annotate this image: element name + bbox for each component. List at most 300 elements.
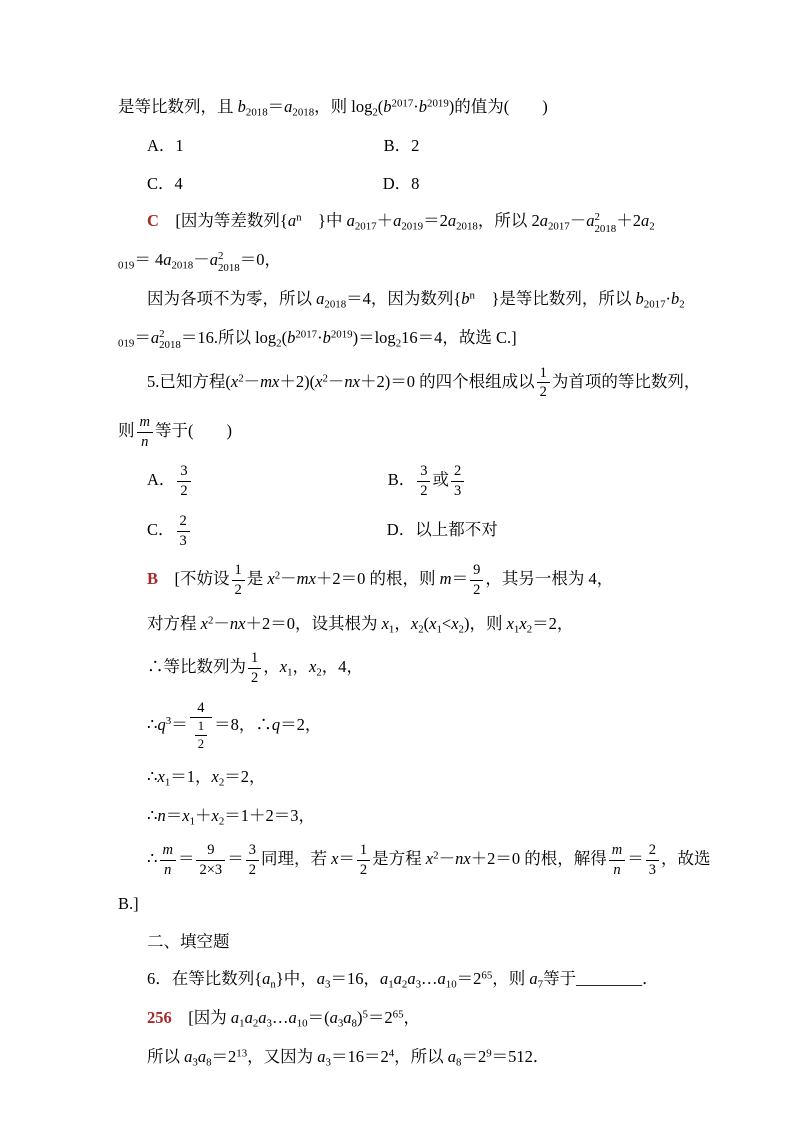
fraction-numerator <box>537 365 550 384</box>
math-variable: a <box>447 1046 456 1066</box>
subscript: 2 <box>401 978 408 991</box>
text-run: }中 <box>301 211 347 231</box>
fraction-denominator <box>137 433 153 451</box>
subscript: 8 <box>351 1017 357 1030</box>
math-variable: m <box>139 414 150 431</box>
q5-answer-line-4 <box>118 700 684 752</box>
subscript: 2017 <box>354 220 377 233</box>
fraction <box>232 562 245 598</box>
text-run: － <box>243 371 261 391</box>
math-variable: x <box>309 657 317 677</box>
text-run: D．8 <box>382 173 420 193</box>
fraction <box>196 842 225 878</box>
fraction <box>470 562 483 598</box>
math-variable: b <box>418 97 428 116</box>
text-run: 2 <box>453 463 462 480</box>
math-variable: b <box>635 289 644 309</box>
subscript: 3 <box>192 1056 198 1069</box>
superscript: n <box>469 289 475 302</box>
superscript: 3 <box>165 714 172 727</box>
math-variable: x <box>506 613 514 633</box>
math-variable: a <box>586 211 595 231</box>
text-run: ＝ <box>171 714 188 734</box>
text-run: · <box>317 327 323 347</box>
math-variable: a <box>329 1008 338 1028</box>
math-variable: x <box>279 657 288 677</box>
subscript: 2 <box>458 623 464 636</box>
fraction <box>246 842 259 878</box>
text-run: ＋2)＝0 的四个根组成以 <box>359 371 535 391</box>
q6-stem <box>118 967 684 993</box>
text-run: ＝2， <box>280 714 322 734</box>
text-run: 9 <box>473 562 481 579</box>
q5-answer-line-8 <box>118 892 684 917</box>
subscript: 2 <box>276 337 282 350</box>
text-run: ＝ <box>134 327 151 347</box>
subscript: 2 <box>218 815 225 828</box>
q4-answer-line-4 <box>118 326 684 352</box>
text-run: － <box>438 849 456 869</box>
superscript: 2 <box>238 372 244 385</box>
math-variable: a <box>393 969 402 989</box>
superscript: n <box>296 211 302 224</box>
text-run: － <box>280 569 297 589</box>
math-variable: q <box>157 714 166 734</box>
text-run: － <box>327 371 345 391</box>
text-run: C． <box>147 519 175 539</box>
text-run: － <box>569 211 587 231</box>
superscript: 65 <box>392 1008 404 1021</box>
text-run: 3 <box>453 483 462 500</box>
text-run: )的值为( ) <box>448 97 548 116</box>
text-run: ＝ <box>177 849 195 869</box>
superscript: 2019 <box>427 97 449 110</box>
fraction <box>609 842 625 878</box>
fraction-numerator <box>195 719 207 736</box>
text-run: }是等比数列，所以 <box>474 289 636 309</box>
text-run: 是方程 <box>372 849 426 869</box>
superscript: 2 <box>217 250 224 263</box>
math-variable: a <box>288 1008 297 1028</box>
fraction-denominator <box>232 581 245 599</box>
text-run: ＝16， <box>330 969 380 989</box>
text-run: 则 <box>118 421 135 441</box>
subscript: 1 <box>388 978 394 991</box>
math-variable: a <box>316 969 326 989</box>
fraction-numerator <box>246 842 259 861</box>
math-variable: n <box>164 862 172 879</box>
text-run: － <box>193 250 210 270</box>
text-run: · <box>665 289 672 309</box>
text-run: 1 <box>251 650 259 667</box>
subscript: 3 <box>337 1017 344 1030</box>
text-run: ＋2＝0 的根，则 <box>315 569 440 589</box>
math-variable: x <box>211 766 219 786</box>
text-run: 是 <box>246 569 268 589</box>
text-run: 3 <box>420 463 428 480</box>
math-variable: a <box>437 969 446 989</box>
fraction <box>160 842 176 878</box>
text-run: 2 <box>248 862 256 879</box>
text-run: 5.已知方程( <box>147 371 231 391</box>
math-variable: nx <box>455 849 471 869</box>
math-variable: a <box>284 97 293 116</box>
fraction <box>190 700 212 752</box>
subscript: 10 <box>296 1017 308 1030</box>
subscript: 2017 <box>547 220 570 233</box>
text-run: ＝1， <box>170 766 212 786</box>
math-variable: a <box>317 1046 326 1066</box>
text-run: 2×3 <box>199 862 223 879</box>
fraction-numerator <box>417 463 430 482</box>
subscript: 2 <box>679 298 685 311</box>
text-run: ＋ <box>376 211 394 231</box>
fraction-denominator <box>190 718 212 751</box>
fraction-denominator <box>451 482 464 500</box>
math-variable: x <box>331 849 339 869</box>
math-variable: x <box>315 371 323 391</box>
text-run: ＝ <box>267 97 285 116</box>
fraction-numerator <box>177 513 190 532</box>
math-variable: a <box>287 211 297 231</box>
subscript: 2 <box>395 337 402 350</box>
q5-stem-line-1 <box>118 364 701 401</box>
fraction-denominator <box>609 861 625 879</box>
text-run: 2 <box>197 737 205 752</box>
text-run: － <box>213 613 230 633</box>
text-run: ，其另一根为 4， <box>485 569 614 589</box>
text-run: 3 <box>179 532 187 549</box>
text-run: 2 <box>539 384 547 401</box>
text-run: [因为 <box>171 1008 231 1028</box>
text-run: ＝ <box>451 569 469 589</box>
answer-label: B <box>147 569 159 589</box>
subscript: 2 <box>526 623 533 636</box>
text-run: ＝16＝2 <box>330 1046 389 1066</box>
fraction <box>177 463 190 499</box>
fraction-numerator <box>609 842 625 861</box>
subscript: 2018 <box>456 220 478 233</box>
math-variable: n <box>613 862 621 879</box>
text-run: … <box>421 969 438 989</box>
math-variable: x <box>410 613 419 633</box>
subscript: 2018 <box>171 259 194 272</box>
subscript: 1 <box>189 815 196 828</box>
sub-sup-stack <box>218 251 240 274</box>
math-variable: n <box>157 805 166 825</box>
text-run: ∴ <box>147 714 158 734</box>
text-run: B． <box>387 470 416 490</box>
q4-answer-line-1 <box>118 209 684 235</box>
text-run: A．1 <box>147 135 184 155</box>
text-run: ＋2＝0 的根，解得 <box>470 849 607 869</box>
q5-stem-line-2 <box>118 414 684 450</box>
fraction-numerator <box>137 414 153 433</box>
text-run: 3 <box>248 842 256 859</box>
math-variable: a <box>346 211 355 231</box>
text-run: [因为等差数列{ <box>158 211 288 231</box>
text-run: ＝ 4 <box>134 250 164 270</box>
fraction-denominator <box>177 532 190 550</box>
text-run: ＝ <box>338 849 355 869</box>
text-run: 同理，若 <box>260 849 332 869</box>
text-run: 对方程 <box>147 613 201 633</box>
math-variable: a <box>163 250 172 270</box>
text-run: )＝log <box>352 327 396 347</box>
fraction-denominator <box>195 736 207 752</box>
subscript: 2017 <box>643 298 666 311</box>
superscript: 2 <box>159 327 165 340</box>
fraction-numerator <box>177 463 190 482</box>
fraction <box>451 463 464 499</box>
text-run: 9 <box>207 842 215 859</box>
math-variable: a <box>447 211 457 231</box>
fraction-denominator <box>246 861 259 879</box>
math-variable: x <box>200 613 208 633</box>
superscript: 2 <box>594 211 600 224</box>
fraction-denominator <box>417 482 430 500</box>
text-run: 为首项的等比数列， <box>551 371 701 391</box>
text-run: 2 <box>251 670 259 687</box>
math-variable: x <box>230 371 239 391</box>
text-run: ∴等比数列为 <box>147 657 246 677</box>
fraction-denominator <box>537 383 550 401</box>
subscript: 1 <box>239 1017 245 1030</box>
q6-answer-line-2 <box>118 1045 684 1071</box>
text-run: [不妨设 <box>158 569 230 589</box>
superscript: 2017 <box>295 328 318 341</box>
fraction <box>177 513 190 549</box>
text-run: 2 <box>473 581 481 598</box>
q5-answer-line-2 <box>118 612 684 638</box>
text-run: ∴ <box>147 805 158 825</box>
text-run: ＝ <box>627 849 644 869</box>
text-run: ( <box>423 613 430 633</box>
math-variable: x <box>451 613 459 633</box>
superscript: 65 <box>481 969 493 982</box>
math-variable: a <box>640 211 650 231</box>
sub-sup-stack <box>594 212 616 235</box>
text-run: ＋2＝0，设其根为 <box>245 613 382 633</box>
text-run: 6．在等比数列{ <box>147 969 263 989</box>
column-gap <box>183 188 383 189</box>
text-run: ，所以 2 <box>477 211 540 231</box>
subscript: 2 <box>316 666 322 679</box>
text-run: ＝2 <box>423 211 448 231</box>
text-run: ，又因为 <box>247 1046 318 1066</box>
text-run: ＝8，∴ <box>214 714 272 734</box>
text-run: ∴ <box>147 766 158 786</box>
text-run: 16＝4，故选 C.] <box>401 327 517 347</box>
text-run: 2 <box>179 512 187 529</box>
subscript: 1 <box>436 623 442 636</box>
math-variable: b <box>322 327 331 347</box>
text-run: ( <box>377 97 384 116</box>
q5-answer-line-6 <box>118 804 684 830</box>
q4-answer-line-2 <box>118 248 684 274</box>
math-variable: a <box>258 1008 267 1028</box>
fraction <box>137 414 153 450</box>
subscript: 019 <box>118 259 135 272</box>
column-gap <box>192 534 387 535</box>
text-run: 2 <box>359 862 368 879</box>
superscript: 2 <box>433 849 439 862</box>
subscript: 3 <box>415 978 422 991</box>
math-variable: x <box>267 569 275 589</box>
superscript: 2019 <box>330 328 353 341</box>
text-run: ，则 <box>492 969 530 989</box>
math-variable: a <box>262 969 271 989</box>
text-run: 1 <box>197 719 205 734</box>
sub-sup-stack <box>159 329 181 352</box>
text-run: ＝ <box>165 805 183 825</box>
superscript: 2017 <box>391 97 414 110</box>
answer-label: 256 <box>147 1008 172 1028</box>
subscript: 3 <box>325 1056 331 1069</box>
fraction-denominator <box>177 482 190 500</box>
subscript: 2 <box>418 623 424 636</box>
math-variable: a <box>407 969 416 989</box>
text-run: 3 <box>648 862 657 879</box>
text-run: 2 <box>180 483 188 500</box>
fraction-numerator <box>232 562 245 581</box>
subscript: 3 <box>325 978 331 991</box>
math-variable: x <box>381 613 389 633</box>
fraction-denominator <box>160 861 176 879</box>
math-variable: x <box>157 766 165 786</box>
math-variable: a <box>379 969 389 989</box>
text-run: ＝ <box>227 849 244 869</box>
superscript: 4 <box>388 1047 395 1060</box>
math-variable: a <box>529 969 538 989</box>
fraction-denominator <box>357 861 370 879</box>
superscript: 2 <box>322 372 328 385</box>
fraction-denominator <box>248 669 261 687</box>
text-run: ＝2， <box>224 766 266 786</box>
math-variable: m <box>611 842 623 859</box>
subscript: 1 <box>287 666 293 679</box>
fraction <box>417 463 430 499</box>
text-run: ＝( <box>307 1008 330 1028</box>
subscript: 3 <box>266 1017 272 1030</box>
subscript: 8 <box>206 1056 212 1069</box>
text-run: C．4 <box>147 173 183 193</box>
subscript: 2018 <box>324 298 347 311</box>
math-variable: nx <box>229 613 246 633</box>
text-run: ，则 log <box>314 97 373 116</box>
math-variable: nx <box>344 371 360 391</box>
text-run: 所以 <box>147 1046 185 1066</box>
q5-options-cd <box>118 513 684 549</box>
subscript: 8 <box>456 1056 462 1069</box>
text-run: ， <box>403 1008 420 1028</box>
math-variable: b <box>237 97 246 116</box>
text-run: ＝512． <box>491 1046 550 1066</box>
math-variable: x <box>519 613 527 633</box>
fraction-numerator <box>646 842 659 861</box>
math-variable: m <box>162 842 173 859</box>
text-run: · <box>413 97 419 116</box>
text-run: ， <box>263 657 280 677</box>
subscript: 10 <box>445 978 457 991</box>
math-variable: x <box>429 613 437 633</box>
math-variable: m <box>439 569 452 589</box>
subscript: 2 <box>649 220 655 233</box>
subscript: 2 <box>218 776 225 789</box>
text-run: ， <box>394 613 411 633</box>
math-variable: mx <box>296 569 316 589</box>
math-variable: q <box>271 714 281 734</box>
math-variable: a <box>150 327 160 347</box>
text-run: B.] <box>118 893 139 913</box>
math-variable: a <box>316 289 325 309</box>
fraction-denominator <box>196 861 225 879</box>
text-run: 4 <box>197 699 205 716</box>
q5-answer-line-3 <box>118 650 684 686</box>
subscript: 1 <box>388 623 395 636</box>
subscript: 2018 <box>245 106 268 119</box>
q5-answer-line-1 <box>118 562 684 598</box>
text-run: < <box>441 613 452 633</box>
superscript: 2 <box>207 613 214 626</box>
q4-options-ab <box>118 134 684 159</box>
fraction-denominator <box>646 861 659 879</box>
q5-options-ab <box>118 463 684 499</box>
text-run: ＝1＋2＝3， <box>224 805 316 825</box>
text-run: 1 <box>539 364 547 381</box>
subscript: 2018 <box>217 261 240 274</box>
math-variable: a <box>230 1008 240 1028</box>
fraction-numerator <box>470 562 483 581</box>
text-run: A． <box>147 470 176 490</box>
q4-stem-continuation <box>118 95 684 121</box>
text-run: D．以上都不对 <box>386 519 498 539</box>
column-gap <box>193 484 388 485</box>
text-run: ∴ <box>147 849 158 869</box>
section-heading-fill-in <box>118 930 684 955</box>
math-variable: a <box>539 211 548 231</box>
subscript: 2 <box>372 106 378 119</box>
math-variable: n <box>141 433 149 450</box>
answer-label: C <box>147 211 159 231</box>
math-variable: x <box>182 805 190 825</box>
text-run: B．2 <box>383 135 420 155</box>
subscript: n <box>270 978 276 991</box>
math-variable: b <box>461 289 470 309</box>
text-run: 或 <box>432 470 449 490</box>
text-run: ) <box>356 1008 363 1028</box>
superscript: 9 <box>486 1047 492 1060</box>
math-variable: x <box>211 805 219 825</box>
fraction <box>195 719 207 751</box>
text-run: 1 <box>234 562 242 579</box>
text-run: 2 <box>648 842 657 859</box>
text-run: 是等比数列，且 <box>118 97 238 116</box>
text-run: ＝2 <box>456 969 482 989</box>
fraction-numerator <box>357 842 370 861</box>
text-run: ， <box>292 657 310 677</box>
text-run: ＝0， <box>239 250 281 270</box>
math-variable: b <box>671 289 680 309</box>
superscript: 5 <box>362 1008 368 1021</box>
column-gap <box>184 150 384 151</box>
subscript: 2018 <box>292 106 315 119</box>
text-run: ＋ <box>195 805 212 825</box>
text-run: 2 <box>234 581 242 598</box>
math-variable: a <box>184 1046 193 1066</box>
text-run: 二、填空题 <box>147 931 230 951</box>
math-variable: a <box>393 211 402 231</box>
